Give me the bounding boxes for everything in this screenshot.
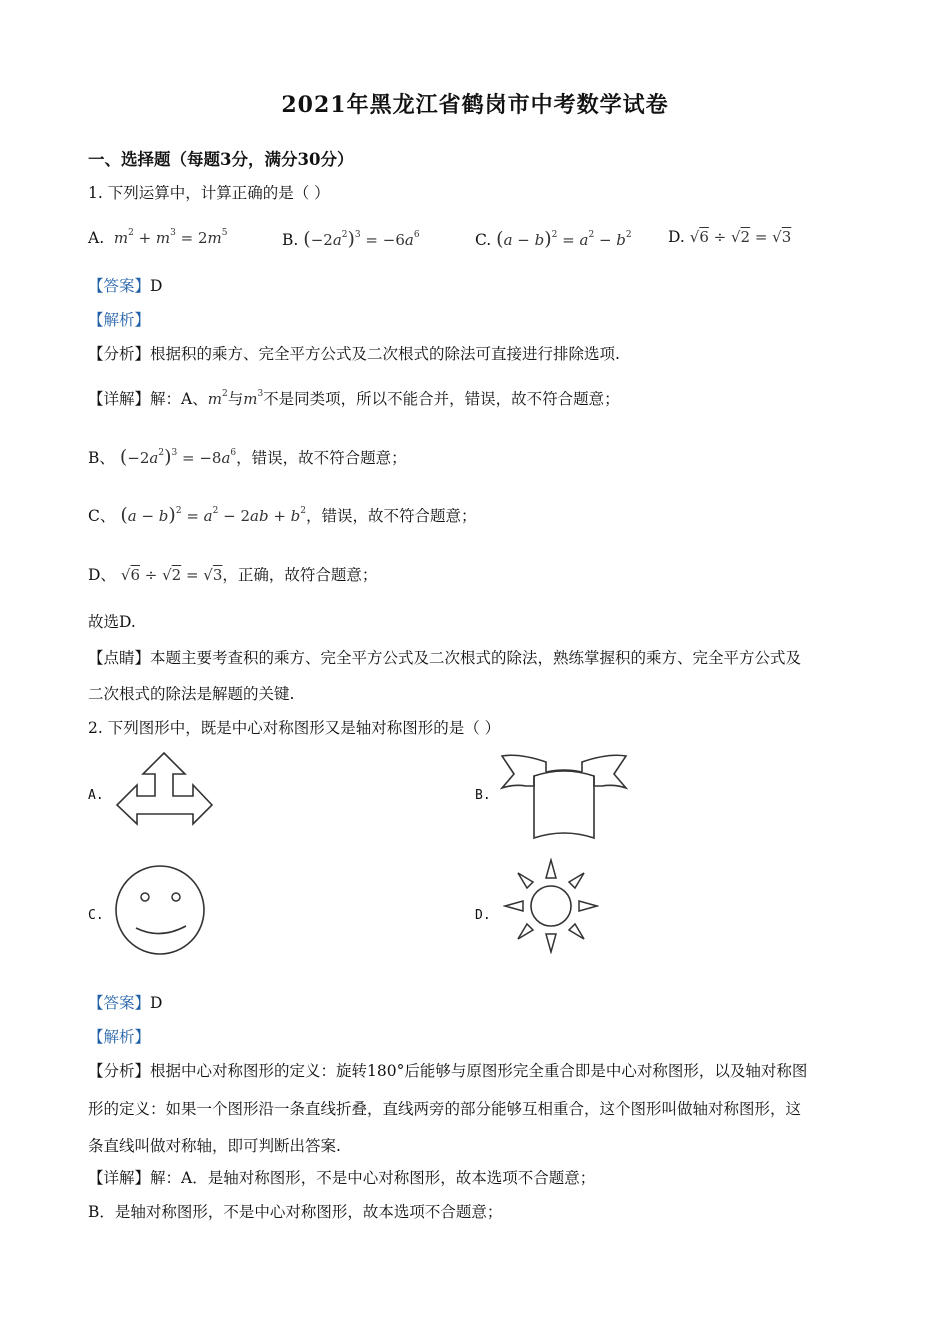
q2-jiexi-tag: 【解析】 <box>88 1028 151 1046</box>
answer-value: D <box>150 277 163 295</box>
q2-detail-line2: B．是轴对称图形，不是中心对称图形，故本选项不合题意； <box>88 1203 503 1221</box>
analysis-text: 根据中心对称图形的定义：旋转180°后能够与原图形完全重合即是中心对称图形，以及轴对称图 <box>150 1062 808 1080</box>
q1-option-c <box>475 228 632 250</box>
q1-option-a <box>88 228 227 247</box>
q1-jiexi-tag: 【解析】 <box>88 311 151 329</box>
detail-d-tail: ，正确，故符合题意； <box>222 566 378 584</box>
q1-option-d-label: D. <box>668 228 685 246</box>
q1-option-c-label: C. <box>475 231 492 249</box>
q2-analysis-line2: 形的定义：如果一个图形沿一条直线折叠，直线两旁的部分能够互相重合，这个图形叫做轴对称图形，这 <box>88 1100 802 1118</box>
analysis-tag: 【分析】 <box>88 1062 151 1080</box>
q1-option-a-formula: $m^2 + m^3 = 2m^5$ <box>109 228 228 247</box>
detail-d-formula: √6 ÷ √2 = √3 <box>120 566 223 584</box>
q1-detail-a <box>88 387 620 409</box>
detail-a-mid: 与 <box>227 390 244 408</box>
remark-text: 本题主要考查积的乘方、完全平方公式及二次根式的除法，熟练掌握积的乘方、完全平方公式及 <box>150 649 802 667</box>
detail-tag: 【详解】 <box>88 1169 151 1187</box>
q1-option-b-label: B. <box>282 231 299 249</box>
left-eye-icon <box>141 893 149 901</box>
q1-answer <box>88 274 162 296</box>
q1-analysis <box>88 342 620 364</box>
detail-a-math2: $m^3$ <box>243 389 264 408</box>
right-eye-icon <box>172 893 180 901</box>
analysis-tag: 【分析】 <box>88 345 151 363</box>
detail-c-formula: $(a - b)^2 = a^2 - 2ab + b^2$ <box>120 504 306 526</box>
q1-option-c-formula: $(a - b)^2 = a^2 - b^2$ <box>496 228 632 250</box>
detail-b-label: B、 <box>88 449 115 467</box>
remark-tag: 【点睛】 <box>88 649 151 667</box>
q1-remark-line2: 二次根式的除法是解题的关键. <box>88 685 295 703</box>
q2-option-d-label: D. <box>475 908 491 923</box>
q2-option-b-label: B. <box>475 788 491 803</box>
page-title: 2021年黑龙江省鹤岗市中考数学试卷 <box>281 92 669 118</box>
q1-stem: 1. 下列运算中，计算正确的是（ ） <box>88 184 330 202</box>
detail-c-tail: ，错误，故不符合题意； <box>306 507 477 525</box>
detail-a-tail: 不是同类项，所以不能合并，错误，故不符合题意； <box>263 390 620 408</box>
q1-option-b-formula: $(-2a^2)^3 = -6a^6$ <box>303 228 420 250</box>
q1-conclusion: 故选D. <box>88 613 136 631</box>
q1-detail-b <box>88 446 407 468</box>
q2-option-a-label: A. <box>88 788 104 803</box>
answer-value: D <box>150 994 163 1012</box>
q1-detail-d <box>88 563 377 585</box>
answer-tag: 【答案】 <box>88 994 151 1012</box>
three-arrow-figure <box>114 750 214 834</box>
q1-option-a-label: A. <box>88 229 105 247</box>
ribbon-figure <box>500 752 628 844</box>
analysis-text: 根据积的乘方、完全平方公式及二次根式的除法可直接进行排除选项. <box>150 345 620 363</box>
detail-b-tail: ，错误，故不符合题意； <box>236 449 407 467</box>
detail-a-math1: $m^2$ <box>207 389 228 408</box>
q1-detail-c <box>88 504 477 526</box>
q2-option-c-label: C. <box>88 908 104 923</box>
q2-detail-line1 <box>88 1166 595 1188</box>
section-heading: 一、选择题（每题3分，满分30分） <box>88 150 354 169</box>
q2-stem: 2. 下列图形中，既是中心对称图形又是轴对称图形的是（ ） <box>88 719 501 737</box>
smiley-face-figure <box>114 864 206 956</box>
detail-d-label: D、 <box>88 566 116 584</box>
q2-answer <box>88 991 162 1013</box>
q1-remark-line1 <box>88 646 801 668</box>
q1-option-b <box>282 228 420 250</box>
answer-tag: 【答案】 <box>88 277 151 295</box>
detail-b-formula: $(-2a^2)^3 = -8a^6$ <box>119 446 237 468</box>
q1-option-d-formula: √6 ÷ √2 = √3 <box>689 228 792 246</box>
sun-figure <box>503 858 599 954</box>
q2-analysis-line1 <box>88 1059 807 1081</box>
q1-option-d <box>668 228 791 246</box>
q2-analysis-line3: 条直线叫做对称轴，即可判断出答案. <box>88 1137 341 1155</box>
detail-tag: 【详解】 <box>88 390 151 408</box>
detail-c-label: C、 <box>88 507 116 525</box>
detail-a-prefix: 解：A、 <box>150 390 208 408</box>
detail-text: 解：A．是轴对称图形，不是中心对称图形，故本选项不合题意； <box>150 1169 596 1187</box>
